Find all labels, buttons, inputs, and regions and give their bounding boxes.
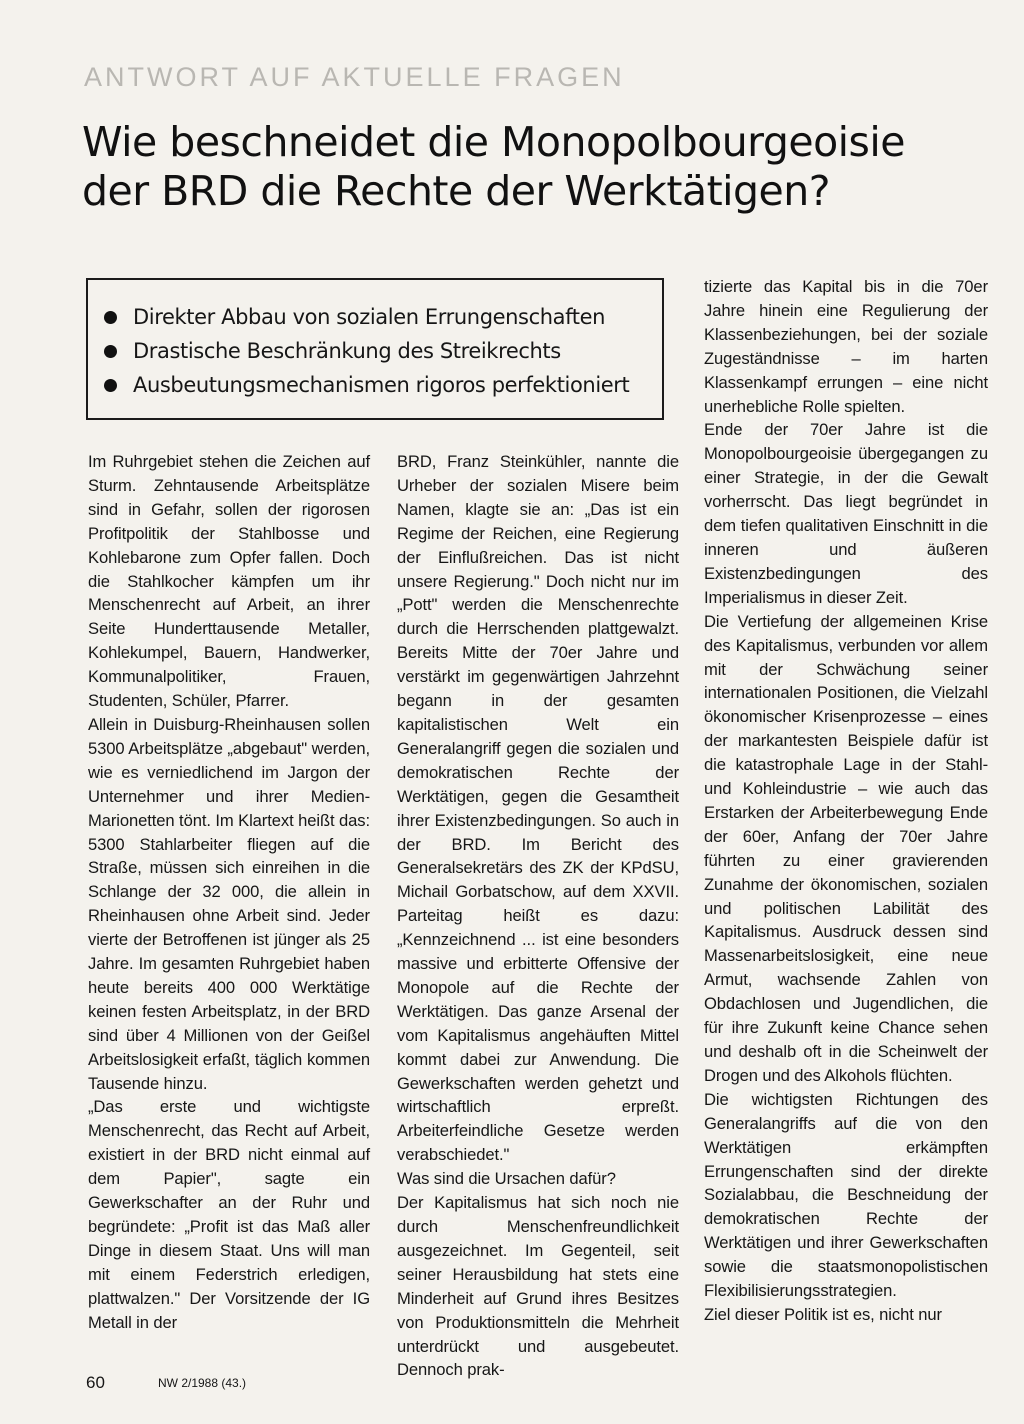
paragraph: Der Kapitalismus hat sich noch nie durch Menschenfreundlichkeit ausgezeichnet. Im Gegenteil, seit seiner Herausbildung hat stets eine Minderheit auf Grund ihres Besitzes von Produktionsmitteln die Mehrheit unterdrückt und ausgebeutet. Dennoch prak- [397, 1193, 679, 1380]
summary-box [86, 278, 664, 420]
text-column-1 [88, 450, 370, 1335]
text-column-2 [397, 450, 679, 1382]
headline-line-2: der BRD die Rechte der Werktätigen? [82, 167, 831, 215]
summary-item [104, 334, 662, 368]
paragraph: Die wichtigsten Richtungen des Generalangriffs auf die von den Werktätigen erkämpften Errungenschaften sind der direkte Sozialabbau, die Beschneidung der demokratischen Rechte der Werktätigen und ihrer Gewerkschaften sowie die staatsmonopolistischen Flexibilisierungsstrategien. [704, 1089, 988, 1301]
paragraph: Ziel dieser Politik ist es, nicht nur [704, 1304, 942, 1324]
paragraph: Im Ruhrgebiet stehen die Zeichen auf Sturm. Zehntausende Arbeitsplätze sind in Gefahr, sollen der rigorosen Profitpolitik der Stahlbosse und Kohlebarone zum Opfer fallen. Doch die Stahlkocher kämpfen um ihr Menschenrecht auf Arbeit, an ihrer Seite Hunderttausende Metaller, Kohlekumpel, Bauern, Handwerker, Kommunalpolitiker, Frauen, Studenten, Schüler, Pfarrer. [88, 452, 370, 711]
summary-text: Drastische Beschränkung des Streikrechts [133, 339, 561, 363]
summary-item [104, 300, 662, 334]
bullet-icon [104, 311, 117, 324]
paragraph: Allein in Duisburg-Rheinhausen sollen 5300 Arbeitsplätze „abgebaut" werden, wie es verniedlichend im Jargon der Unternehmer und ihrer Medien-Marionetten tönt. Im Klartext heißt das: 5300 Stahlarbeiter fliegen auf die Straße, müssen sich einreihen in die Schlange der 32 000, die allein in Rheinhausen ohne Arbeit sind. Jeder vierte der Betroffenen ist jünger als 25 Jahre. Im gesamten Ruhrgebiet haben heute bereits 400 000 Werktätige keinen festen Arbeitsplatz, in der BRD sind über 4 Millionen von der Geißel Arbeitslosigkeit erfaßt, täglich kommen Tausende hinzu. [88, 714, 370, 1093]
bullet-icon [104, 345, 117, 358]
issue-reference: NW 2/1988 (43.) [158, 1376, 247, 1390]
summary-text: Ausbeutungsmechanismen rigoros perfektioniert [133, 373, 630, 397]
page-number: 60 [86, 1373, 105, 1392]
summary-item [104, 368, 662, 402]
bullet-icon [104, 379, 117, 392]
section-kicker: ANTWORT AUF AKTUELLE FRAGEN [84, 62, 625, 92]
paragraph: Ende der 70er Jahre ist die Monopolbourgeoisie übergegangen zu einer Strategie, in der die Gewalt vorherrscht. Das liegt begründet in dem tiefen qualitativen Einschnitt in die inneren und äußeren Existenzbedingungen des Imperialismus in dieser Zeit. [704, 420, 988, 607]
paragraph: Die Vertiefung der allgemeinen Krise des Kapitalismus, verbunden vor allem mit der Schwächung seiner internationalen Positionen, die Vielzahl ökonomischer Krisenprozesse – eines der markantesten Beispiele dafür ist die katastrophale Lage in der Stahl- und Kohleindustrie – wie auch das Erstarken der Arbeiterbewegung Ende der 60er, Anfang der 70er Jahre führten zu einer gravierenden Zunahme der ökonomischen, sozialen und politischen Labilität des Kapitalismus. Ausdruck dessen sind Massenarbeitslosigkeit, eine neue Armut, wachsende Zahlen von Obdachlosen und Jugendlichen, die für ihre Zukunft keine Chance sehen und deshalb oft in die Scheinwelt der Drogen und des Alkohols flüchten. [704, 611, 988, 1085]
paragraph: BRD, Franz Steinkühler, nannte die Urheber der sozialen Misere beim Namen, klagte sie an: „Das ist ein Regime der Reichen, eine Regierung der Einflußreichen. Das ist nicht unsere Regierung." Doch nicht nur im „Pott" werden die Menschenrechte durch die Herrschenden plattgewalzt. Bereits Mitte der 70er Jahre und verstärkt im gegenwärtigen Jahrzehnt begann in der gesamten kapitalistischen Welt ein Generalangriff gegen die sozialen und demokratischen Rechte der Werktätigen, gegen die Gesamtheit ihrer Existenzbedingungen. So auch in der BRD. Im Bericht des Generalsekretärs des ZK der KPdSU, Michail Gorbatschow, auf dem XXVII. Parteitag heißt es dazu: „Kennzeichnend ... ist eine besonders massive und erbitterte Offensive der Monopole auf die Rechte der Werktätigen. Das ganze Arsenal der vom Kapitalismus angehäuften Mittel kommt dabei zur Anwendung. Die Gewerkschaften werden gehetzt und wirtschaftlich erpreßt. Arbeiterfeindliche Gesetze werden verabschiedet." [397, 452, 679, 1165]
article-headline [82, 118, 962, 216]
text-column-3 [704, 275, 988, 1327]
headline-line-1: Wie beschneidet die Monopolbourgeoisie [82, 118, 906, 166]
paragraph: tizierte das Kapital bis in die 70er Jahre hinein eine Regulierung der Klassenbeziehungen, bei der soziale Zugeständnisse – im harten Klassenkampf errungen – eine nicht unerhebliche Rolle spielten. [704, 277, 988, 416]
paragraph: „Das erste und wichtigste Menschenrecht, das Recht auf Arbeit, existiert in der BRD nicht einmal auf dem Papier", sagte ein Gewerkschafter an der Ruhr und begründete: „Profit ist das Maß aller Dinge in diesem Staat. Uns will man mit einem Federstrich erledigen, plattwalzen." Der Vorsitzende der IG Metall in der [88, 1097, 370, 1332]
summary-text: Direkter Abbau von sozialen Errungenschaften [133, 305, 606, 329]
paragraph: Was sind die Ursachen dafür? [397, 1169, 616, 1189]
